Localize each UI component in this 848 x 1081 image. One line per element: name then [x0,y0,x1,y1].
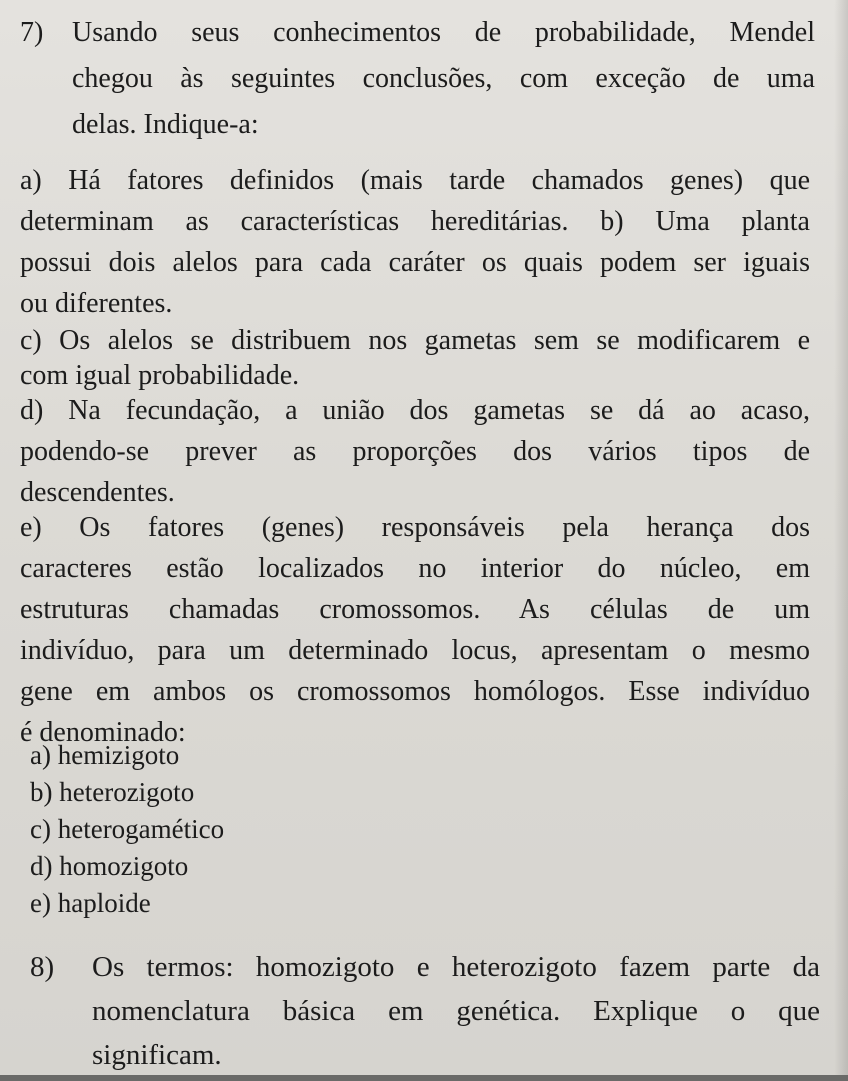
question-7-line-3: delas. Indique-a: [72,109,259,140]
question-7-line-2: chegou às seguintes conclusões, com exceção de uma [72,63,815,94]
question-8-line-1: Os termos: homozigoto e heterozigoto fazem parte da [92,951,820,983]
question-8-line-3: significam. [92,1039,222,1071]
statement-line: estruturas chamadas cromossomos. As células de um [20,594,810,625]
question-8-prompt [92,945,820,1077]
statement-line: gene em ambos os cromossomos homólogos. Esse indivíduo [20,676,810,707]
statement-line: e) Os fatores (genes) responsáveis pela herança dos [20,512,810,543]
statement-line: d) Na fecundação, a união dos gametas se dá ao acaso, [20,395,810,426]
statement-line: a) Há fatores definidos (mais tarde chamados genes) que [20,165,810,196]
question-7-options [30,737,224,922]
page-edge-shadow [834,0,848,1081]
statement-line: é denominado: [20,717,186,748]
question-7-prompt [72,10,815,148]
question-8-line-2: nomenclatura básica em genética. Explique o que [92,995,820,1027]
question-7-statements [20,160,810,753]
statement-line: c) Os alelos se distribuem nos gametas sem se modificarem e [20,325,810,356]
statement-line: com igual probabilidade. [20,360,300,391]
question-8 [30,945,820,1077]
statement-line: indivíduo, para um determinado locus, apresentam o mesmo [20,635,810,666]
question-7-number: 7) [20,17,44,48]
bottom-edge [0,1075,848,1081]
question-8-number: 8) [30,951,55,983]
question-7-line-1: Usando seus conhecimentos de probabilidade, Mendel [72,17,815,48]
statement-line: caracteres estão localizados no interior do núcleo, em [20,553,810,584]
statement-line: ou diferentes. [20,288,173,319]
option-e[interactable]: e) haploide [30,888,151,918]
option-b[interactable]: b) heterozigoto [30,777,195,807]
option-d[interactable]: d) homozigoto [30,851,189,881]
statement-line: descendentes. [20,477,175,508]
statement-line: podendo-se prever as proporções dos vários tipos de [20,436,810,467]
statement-line: possui dois alelos para cada caráter os quais podem ser iguais [20,247,810,278]
option-c[interactable]: c) heterogamético [30,814,225,844]
question-7-header [20,10,815,148]
option-a[interactable]: a) hemizigoto [30,740,180,770]
statement-line: determinam as características hereditárias. b) Uma planta [20,206,810,237]
